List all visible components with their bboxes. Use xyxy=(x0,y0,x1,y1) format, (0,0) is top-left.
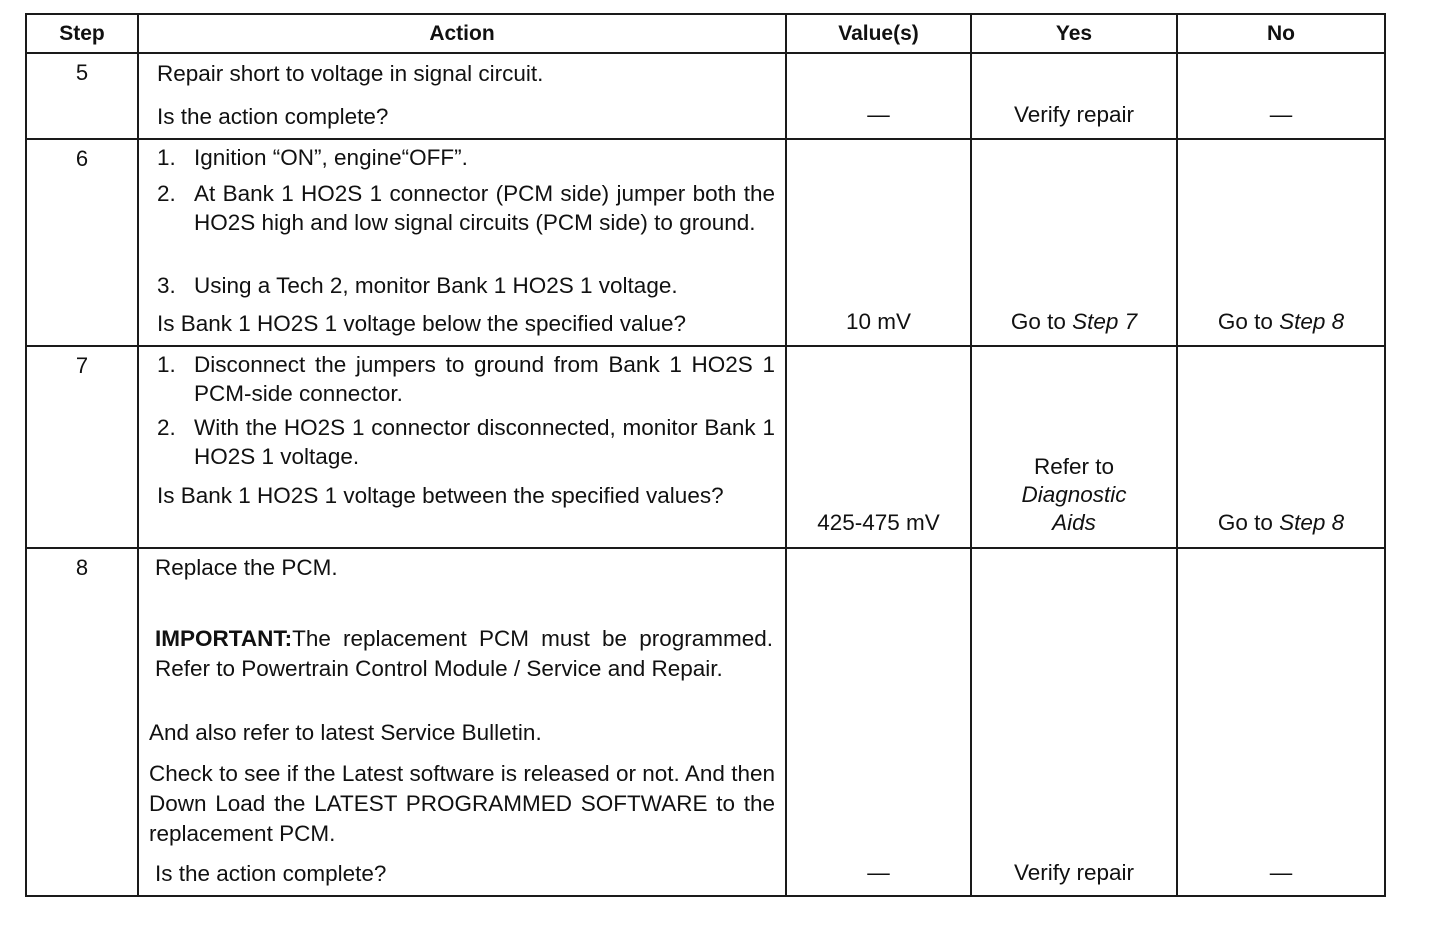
important-text: The replacement PCM must be programmed. Refer to Powertrain Control Module / Service and Repair. xyxy=(155,626,773,681)
action-question: Is Bank 1 HO2S 1 voltage below the specified value? xyxy=(157,311,687,336)
value-text: — xyxy=(867,102,890,127)
header-step: Step xyxy=(26,14,138,53)
yes-refer-target: Diagnostic xyxy=(1021,482,1127,507)
item-number: 1. xyxy=(157,145,176,170)
item-text: Using a Tech 2, monitor Bank 1 HO2S 1 voltage. xyxy=(194,273,678,298)
action-step-item xyxy=(157,272,775,301)
no-text: — xyxy=(1269,860,1293,885)
action-step-item xyxy=(157,414,775,471)
important-label: IMPORTANT: xyxy=(155,626,293,651)
value-text: 10 mV xyxy=(845,309,912,334)
value-cell xyxy=(786,548,971,896)
yes-link: Go to Step 7 xyxy=(1010,309,1138,334)
yes-text: Verify repair xyxy=(1013,860,1135,885)
item-text: Disconnect the jumpers to ground from Bank 1 HO2S 1 PCM-side connector. xyxy=(194,352,775,406)
value-cell xyxy=(786,53,971,139)
no-link: Go to Step 8 xyxy=(1217,510,1345,535)
step-cell xyxy=(26,139,138,346)
table-row xyxy=(26,53,1385,139)
action-step-item xyxy=(157,144,775,173)
value-cell xyxy=(786,139,971,346)
header-action: Action xyxy=(138,14,786,53)
table-row xyxy=(26,139,1385,346)
item-text: Ignition “ON”, engine“OFF”. xyxy=(194,145,468,170)
step-number: 8 xyxy=(75,555,89,580)
header-values: Value(s) xyxy=(786,14,971,53)
value-text: 425-475 mV xyxy=(817,510,940,535)
action-cell xyxy=(138,53,786,139)
yes-cell xyxy=(971,139,1177,346)
yes-cell xyxy=(971,53,1177,139)
action-question: Is the action complete? xyxy=(155,861,387,886)
yes-refer-target: Aids xyxy=(1052,510,1096,535)
value-cell xyxy=(786,346,971,548)
item-number: 3. xyxy=(157,273,176,298)
yes-refer-label: Refer to xyxy=(1033,454,1115,479)
action-question: Is the action complete? xyxy=(157,104,389,129)
action-text: Replace the PCM. xyxy=(155,555,338,580)
action-step-item xyxy=(157,180,775,237)
table-row xyxy=(26,346,1385,548)
step-cell xyxy=(26,346,138,548)
action-text: Repair short to voltage in signal circuit. xyxy=(157,61,544,86)
bulletin-note: And also refer to latest Service Bulletin. xyxy=(149,720,542,745)
item-number: 2. xyxy=(157,415,176,440)
item-number: 2. xyxy=(157,181,176,206)
yes-text: Verify repair xyxy=(1013,102,1135,127)
item-text: With the HO2S 1 connector disconnected, monitor Bank 1 HO2S 1 voltage. xyxy=(194,415,775,469)
yes-cell xyxy=(971,548,1177,896)
no-cell xyxy=(1177,346,1385,548)
no-text: — xyxy=(1269,102,1293,127)
action-cell xyxy=(138,346,786,548)
header-no: No xyxy=(1177,14,1385,53)
diagnostic-table xyxy=(25,13,1386,897)
table-row xyxy=(26,548,1385,896)
value-text: — xyxy=(867,860,890,885)
step-number: 6 xyxy=(75,146,89,171)
item-number: 1. xyxy=(157,352,176,377)
action-cell xyxy=(138,139,786,346)
step-cell xyxy=(26,548,138,896)
step-cell xyxy=(26,53,138,139)
no-cell xyxy=(1177,548,1385,896)
header-row xyxy=(26,14,1385,53)
important-note xyxy=(155,624,773,683)
no-cell xyxy=(1177,139,1385,346)
action-question: Is Bank 1 HO2S 1 voltage between the specified values? xyxy=(157,483,724,508)
yes-cell xyxy=(971,346,1177,548)
software-note: Check to see if the Latest software is released or not. And then Down Load the LATEST PROGRAMMED SOFTWARE to the replacement PCM. xyxy=(149,761,775,846)
no-cell xyxy=(1177,53,1385,139)
step-number: 5 xyxy=(75,60,89,85)
header-yes: Yes xyxy=(971,14,1177,53)
action-step-item xyxy=(157,351,775,408)
item-text: At Bank 1 HO2S 1 connector (PCM side) jumper both the HO2S high and low signal circuits (PCM side) to ground. xyxy=(194,181,775,235)
no-link: Go to Step 8 xyxy=(1217,309,1345,334)
action-cell xyxy=(138,548,786,896)
step-number: 7 xyxy=(75,353,89,378)
